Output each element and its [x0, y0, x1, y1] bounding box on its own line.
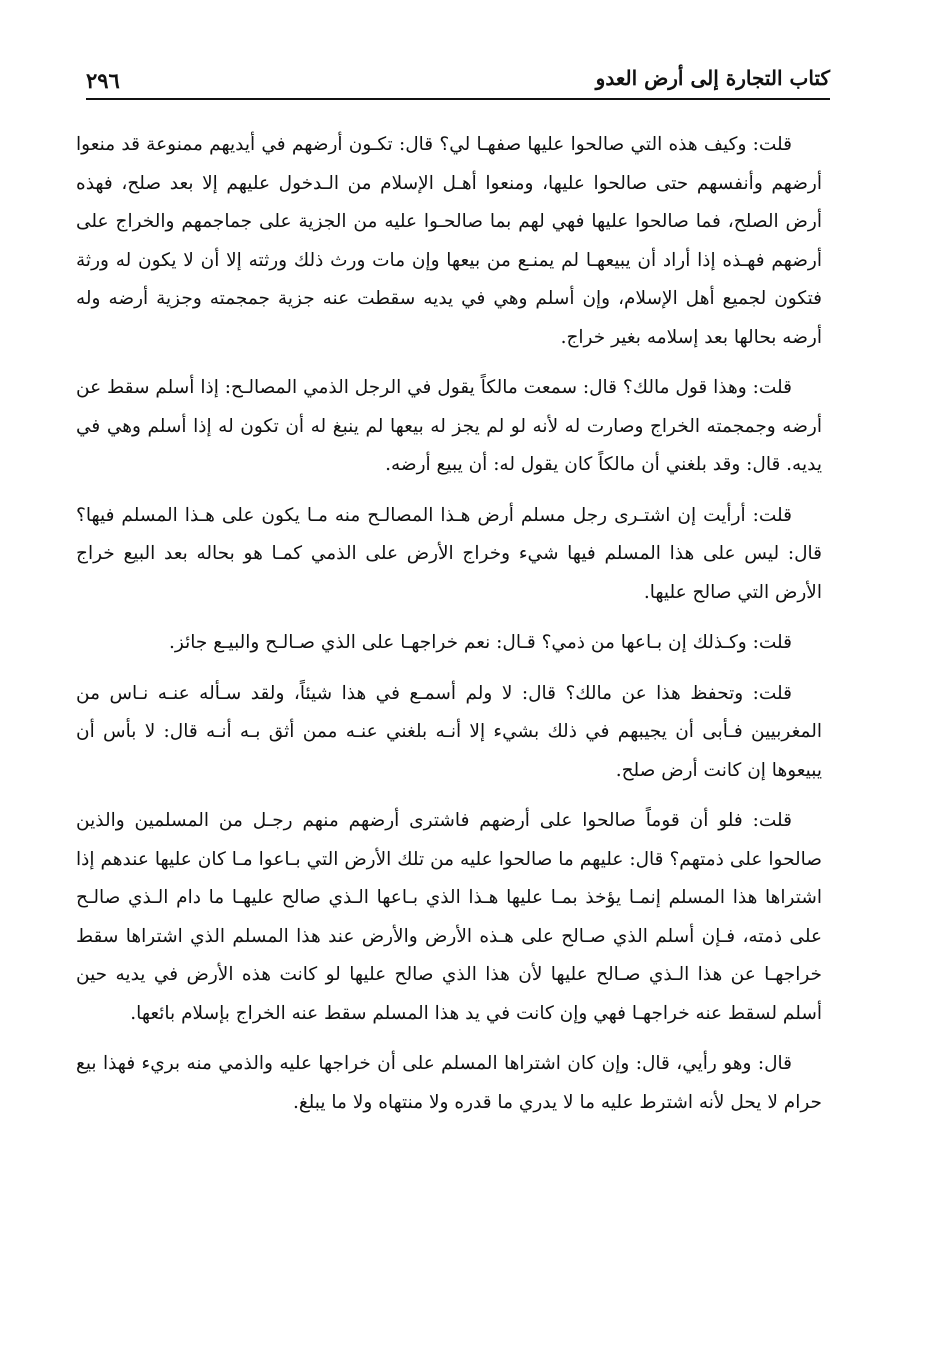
paragraph: قلت: وتحفظ هذا عن مالك؟ قال: لا ولم أسمـع في هذا شيئاً، ولقد سـأله عنـه نـاس من المغربيين فـأبى أن يجيبهم في ذلك بشيء إلا أنـه بلغني عنـه ممن أثق بـه أنـه قال: لا بأس أن يبيعوها إن كانت أرض صلح. [76, 682, 822, 781]
running-title: كتاب التجارة إلى أرض العدو [595, 66, 830, 90]
paragraph: قلت: وهذا قول مالك؟ قال: سمعت مالكاً يقول في الرجل الذمي المصالـح: إذا أسلم سقط عن أرضه وجمجمته الخراج وصارت له لأنه لو لم يجز له بيعها لم ينبغ له أن تكون له إذا أسلم وهي في يديه. قال: وقد بلغني أن مالكاً كان يقول له: أن يبيع أرضه. [76, 377, 822, 475]
paragraph: قلت: فلو أن قوماً صالحوا على أرضهم فاشترى أرضهم منهم رجـل من المسلمين والذين صالحوا على ذمتهم؟ قال: عليهم ما صالحوا عليه من تلك الأرض التي بـاعوا مـا كان عليها عندهم إذا اشتراها هذا المسلم إنمـا يؤخذ بمـا عليها هـذا الذي بـاعها الـذي صالح عليهـا ما دام الـذي صالـح على ذمته، فـإن أسلم الذي صـالح على هـذه الأرض والأرض عند هذا المسلم الذي اشتراها سقط خراجهـا عن هذا الـذي صـالح عليها لأن هذا الذي صالح عليها لو كانت هذه الأرض في يديه حين أسلم لسقط عنه خراجهـا فهي وإن كانت في يد هذا المسلم سقط عنه الخراج بإسلام بائعها. [76, 810, 822, 1024]
paragraph: قلت: أرأيت إن اشتـرى رجل مسلم أرض هـذا المصالـح منه مـا يكون على هـذا المسلم فيها؟ قال: ليس على هذا المسلم فيها شيء وخراج الأرض على الذمي كمـا هو بحاله بعد البيع خراج الأرض التي صالح عليها. [76, 504, 822, 603]
paragraph: قال: وهو رأيي، قال: وإن كان اشتراها المسلم على أن خراجها عليه والذمي منه بريء فهذا بيع حرام لا يحل لأنه اشترط عليه ما لا يدري ما قدره ولا منتهاه ولا ما يبلغ. [76, 1053, 822, 1113]
page-body [76, 126, 822, 1134]
page-number: ٢٩٦ [86, 68, 120, 93]
page-header [86, 58, 830, 100]
paragraph: قلت: وكيف هذه التي صالحوا عليها صفهـا لي؟ قال: تكـون أرضهم في أيديهم ممنوعة قد منعوا أرضهم وأنفسهم حتى صالحوا عليها، ومنعوا أهـل الإسلام من الـدخول عليهم إلا بعد صلح، فهذه أرض الصلح، فما صالحوا عليها فهي لهم بما صالحـوا عليه من الجزية على جماجمهم والخراج على أرضهم فهـذه إذا أراد أن يبيعهـا لم يمنـع من بيعها وإن مات ورث ذلك ورثته إلا أن لا يكون له ورثة فتكون لجميع أهل الإسلام، وإن أسلم وهي في يديه سقطت عنه جزية جمجمته وجزية أرضه وله أرضه بحالها بعد إسلامه بغير خراج. [76, 134, 822, 348]
paragraph: قلت: وكـذلك إن بـاعها من ذمي؟ قـال: نعم خراجهـا على الذي صـالـح والبيـع جائز. [169, 632, 792, 653]
